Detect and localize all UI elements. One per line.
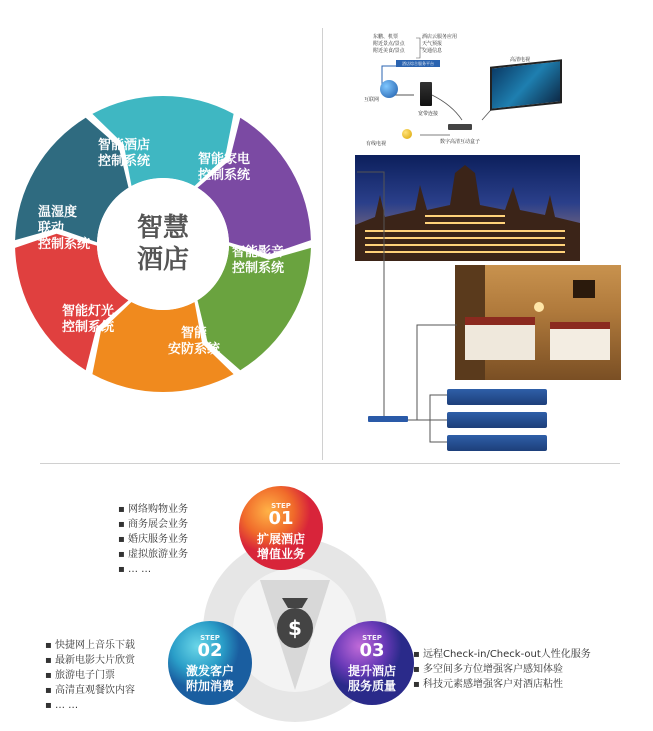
list-item: ▪ 虚拟旅游业务: [118, 549, 188, 560]
label-weather: 天气预报: [422, 41, 443, 47]
wheel-center-title: [113, 212, 213, 276]
network-switch: [368, 416, 408, 422]
list-item: ▪ 最新电影大片欣赏: [45, 655, 135, 666]
server-icon: [420, 82, 432, 106]
device-strip-3: [447, 435, 547, 451]
list-item: ▪ 高清直观餐饮内容: [45, 685, 135, 696]
label-cloud-apps: 酒店云服务应用: [422, 34, 458, 40]
step-2-badge: STEP 02 激发客户 附加消费: [185, 634, 234, 693]
label-cable-tv: 有线电视: [366, 141, 387, 147]
list-item: ▪ 旅游电子门票: [45, 670, 115, 681]
globe-icon: [380, 80, 398, 98]
segment-av-control: 智能影音 控制系统: [232, 245, 285, 276]
step-1-badge: STEP 01 扩展酒店 增值业务: [256, 502, 305, 561]
label-food: 附近美食/景点: [373, 48, 405, 54]
service-platform-box: 酒店综合服务平台: [396, 60, 440, 67]
label-tickets: 东鹏、机票: [373, 34, 399, 40]
wheel-center-line1: 智慧: [136, 213, 189, 243]
label-internet: 互联网: [364, 97, 380, 103]
step-3-badge: STEP 03 提升酒店 服务质量: [347, 634, 396, 693]
segment-security-system: 智能 安防系统: [168, 326, 221, 357]
label-attractions: 附近景点/景点: [373, 41, 405, 47]
list-item: ▪ 多空间多方位增强客户感知体验: [413, 664, 563, 675]
list-item: ▪ 网络购物业务: [118, 504, 188, 515]
step-3-list: [413, 647, 591, 692]
svg-text:$: $: [288, 616, 302, 640]
segment-climate-control: 温湿度 联动 控制系统: [38, 205, 91, 252]
list-item: ▪ 商务展会业务: [118, 519, 188, 530]
wheel-center-line2: 酒店: [136, 245, 189, 275]
tv-screen: [490, 59, 562, 111]
list-item: ▪ … …: [118, 564, 152, 575]
list-item: ▪ 科技元素感增强客户对酒店粘性: [413, 679, 563, 690]
label-settop-box: 数字高清互动盒子: [440, 139, 481, 145]
list-item: ▪ 快捷网上音乐下载: [45, 640, 135, 651]
device-strip-1: [447, 389, 547, 405]
step-1-list: [118, 502, 188, 577]
step-2-list: [45, 638, 135, 713]
cable-globe-icon: [402, 129, 412, 139]
horizontal-divider: [40, 463, 620, 464]
smart-hotel-wheel: [0, 0, 320, 400]
segment-appliance-control: 智能家电 控制系统: [198, 152, 251, 183]
settop-box-icon: [448, 124, 472, 130]
segment-hotel-control: 智能酒店 控制系统: [98, 138, 151, 169]
device-strip-2: [447, 412, 547, 428]
segment-lighting-control: 智能灯光 控制系统: [62, 304, 115, 335]
list-item: ▪ 远程Check-in/Check-out人性化服务: [413, 649, 591, 660]
label-hd-tv: 高清电视: [510, 57, 531, 63]
list-item: ▪ 婚庆服务业务: [118, 534, 188, 545]
label-traffic: 交通信息: [422, 48, 443, 54]
label-broadband: 宽带连接: [418, 111, 439, 117]
list-item: ▪ … …: [45, 700, 79, 711]
